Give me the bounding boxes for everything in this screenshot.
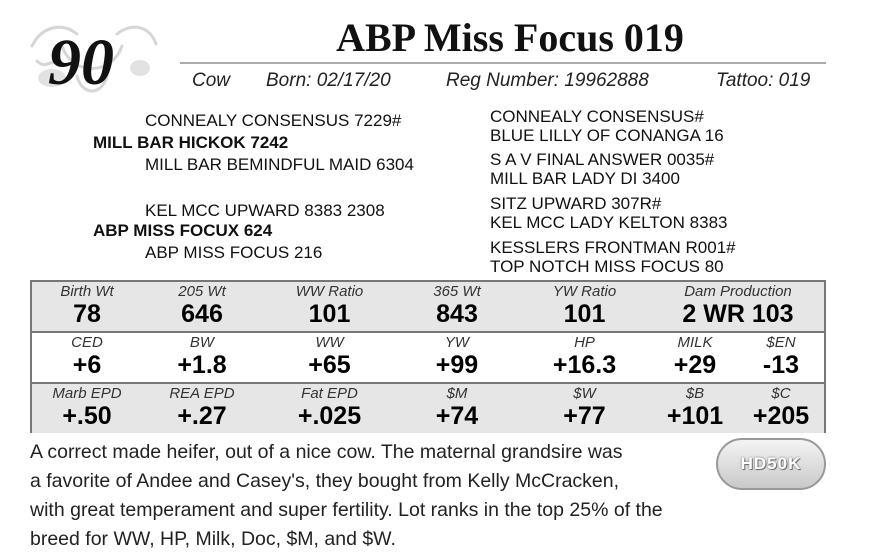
lot-number: 90 [48,26,114,99]
description-line: A correct made heifer, out of a nice cow. The maternal grandsire was [30,441,623,463]
description-line: a favorite of Andee and Casey's, they bought from Kelly McCracken, [30,470,620,492]
description-line: breed for WW, HP, Milk, Doc, $M, and $W. [30,528,396,550]
pedigree-sire-dam-sire: S A V FINAL ANSWER 0035# [490,150,715,169]
ced-cell: CED +6 [71,334,103,379]
yw-cell: YW +99 [435,334,479,379]
reg-number: Reg Number: 19962888 [446,70,649,91]
pedigree-sire-sire-sire: CONNEALY CONSENSUS# [490,107,704,126]
ww-ratio-cell: WW Ratio 101 [295,283,364,328]
sex-label: Cow [192,70,231,91]
pedigree-dam-sire: KEL MCC UPWARD 8383 2308 [145,201,385,220]
rea-epd-cell: REA EPD +.27 [169,385,235,430]
animal-name-title: ABP Miss Focus 019 [336,15,684,60]
marb-epd-cell: Marb EPD +.50 [52,385,122,430]
birth-date: Born: 02/17/20 [266,70,391,91]
description-line: with great temperament and super fertility. Lot ranks in the top 25% of the [30,499,663,521]
pedigree-sire-dam-dam: MILL BAR LADY DI 3400 [490,169,680,188]
dollar-m-cell: $M +74 [435,385,479,430]
pedigree-dam: ABP MISS FOCUX 624 [93,221,273,240]
carcass-index-row [32,384,824,433]
hp-cell: HP +16.3 [552,334,617,379]
lot-description [30,438,830,554]
dam-production-cell: Dam Production 2 WR 103 [682,283,794,328]
dollar-c-cell: $C +205 [752,385,810,430]
pedigree-sire-sire-dam: BLUE LILLY OF CONANGA 16 [490,126,724,145]
title-divider [180,62,826,64]
growth-epd-row [32,333,824,382]
pedigree-dam-dam: ABP MISS FOCUS 216 [145,243,323,262]
pedigree-sire-sire: CONNEALY CONSENSUS 7229# [145,111,402,130]
hd50k-badge-label: HD50K [740,454,802,473]
performance-row [32,282,824,331]
dollar-w-cell: $W +77 [563,385,606,430]
yearling-weight-cell: 365 Wt 843 [433,283,481,328]
pedigree-dam-sire-sire: SITZ UPWARD 307R# [490,194,662,213]
pedigree-dam-dam-dam: TOP NOTCH MISS FOCUS 80 [490,257,724,276]
hd50k-badge [716,438,826,490]
dollar-b-cell: $B +101 [666,385,724,430]
pedigree-sire: MILL BAR HICKOK 7242 [93,133,289,152]
ww-cell: WW +65 [308,334,351,379]
pedigree-sire-dam: MILL BAR BEMINDFUL MAID 6304 [145,155,414,174]
milk-cell: MILK +29 [673,334,717,379]
performance-epd-table [30,280,826,433]
tattoo: Tattoo: 019 [716,70,811,91]
yw-ratio-cell: YW Ratio 101 [552,283,617,328]
pedigree-dam-sire-dam: KEL MCC LADY KELTON 8383 [490,213,728,232]
fat-epd-cell: Fat EPD +.025 [297,385,362,430]
bw-cell: BW +1.8 [177,334,227,379]
weaning-weight-cell: 205 Wt 646 [178,283,226,328]
birth-weight-cell: Birth Wt 78 [60,283,114,328]
en-cell: $EN -13 [762,334,800,379]
pedigree-dam-dam-sire: KESSLERS FRONTMAN R001# [490,238,736,257]
